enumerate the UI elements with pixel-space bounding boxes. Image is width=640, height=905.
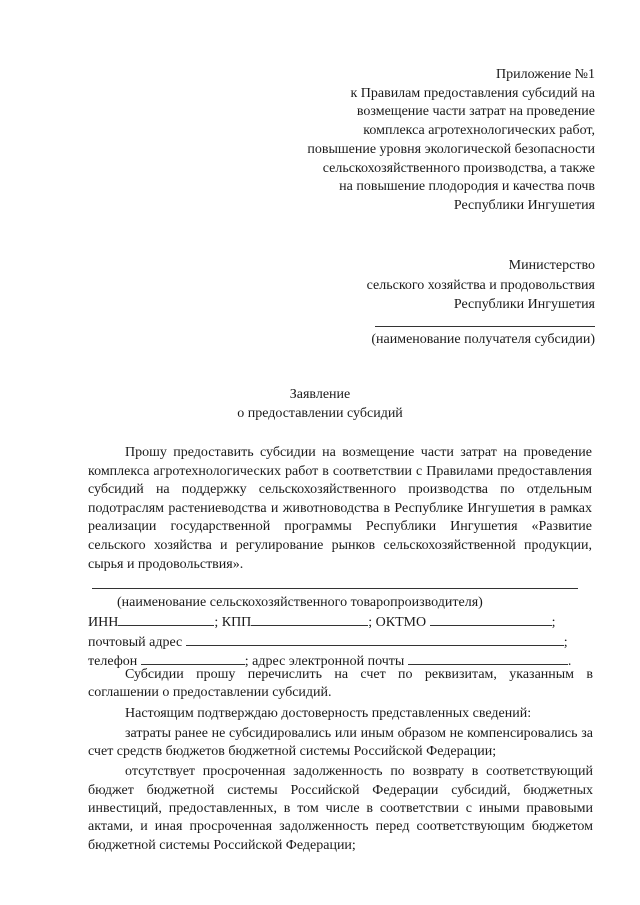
oktmo-label: ; ОКТМО xyxy=(368,615,427,630)
oktmo-blank[interactable] xyxy=(430,612,552,626)
addressee-block xyxy=(265,256,595,315)
addressee-line: Министерство xyxy=(508,258,595,273)
confirmation-section xyxy=(88,666,593,857)
no-debt-paragraph: отсутствует просроченная задолженность по возврату в соответствующий бюджет бюджетной системы Российской Федерации субсидий, бюджетных инвестиций, предоставленных, в том числе в соответствии с иными правовыми актами, и иная просроченная задолженность перед соответствующим бюджетом бюджетной системы Российской Федерации; xyxy=(88,764,593,853)
email-label: ; адрес электронной почты xyxy=(244,654,405,669)
inn-blank[interactable] xyxy=(118,612,214,626)
row-end-period: . xyxy=(567,654,572,669)
postal-address-row xyxy=(88,632,588,652)
addressee-line: сельского хозяйства и продовольствия xyxy=(366,277,595,293)
applicant-blank-line xyxy=(92,588,578,589)
phone-blank[interactable] xyxy=(141,651,245,665)
inn-label: ИНН xyxy=(88,615,119,630)
row-end-semicolon: ; xyxy=(551,615,556,630)
email-blank[interactable] xyxy=(408,651,568,665)
appendix-line: Приложение №1 xyxy=(496,67,595,82)
inn-kpp-oktmo-row xyxy=(88,612,588,632)
kpp-label: ; КПП xyxy=(214,615,252,630)
transfer-paragraph: Субсидии прошу перечислить на счет по реквизитам, указанным в соглашении о предоставлении субсидий. xyxy=(88,667,593,701)
postal-label: почтовый адрес xyxy=(88,635,183,650)
appendix-line: повышение уровня экологической безопасности xyxy=(307,141,595,157)
appendix-line: к Правилам предоставления субсидий на xyxy=(350,85,595,101)
document-title xyxy=(0,385,640,423)
no-compensation-paragraph: затраты ранее не субсидировались или иным образом не компенсировались за счет средств бюджетов бюджетной системы Российской Федерации; xyxy=(88,725,593,760)
title-line-1: Заявление xyxy=(289,387,351,402)
appendix-line: Республики Ингушетия xyxy=(453,197,595,213)
postal-blank[interactable] xyxy=(186,632,564,646)
postal-end-semicolon: ; xyxy=(563,635,568,650)
request-paragraph: Прошу предоставить субсидии на возмещение части затрат на проведение комплекса агротехнологических работ в соответствии с Правилами предоставления субсидий на поддержку сельскохозяйственного производства по отдельным подотраслям растениеводства и животноводства в Республике Ингушетия в рамках реализации государственной программы Республики Ингушетия «Развитие сельского хозяйства и регулирование рынков сельскохозяйственной продукции, сырья и продовольствия». xyxy=(88,445,592,572)
appendix-line: сельскохозяйственного производства, а также xyxy=(322,160,595,176)
appendix-line: возмещение части затрат на проведение xyxy=(356,104,595,120)
appendix-line: на повышение плодородия и качества почв xyxy=(339,179,595,195)
addressee-line: Республики Ингушетия xyxy=(453,297,595,312)
kpp-blank[interactable] xyxy=(251,612,368,626)
phone-label: телефон xyxy=(88,654,138,669)
appendix-header xyxy=(265,66,595,216)
confirm-paragraph: Настоящим подтверждаю достоверность представленных сведений: xyxy=(125,705,532,721)
title-line-2: о предоставлении субсидий xyxy=(237,406,403,421)
recipient-caption: (наименование получателя субсидии) xyxy=(371,332,595,347)
recipient-blank-line xyxy=(375,326,595,327)
appendix-line: комплекса агротехнологических работ, xyxy=(363,123,595,139)
request-body xyxy=(88,444,592,574)
applicant-caption: (наименование сельскохозяйственного товаропроизводителя) xyxy=(117,595,483,610)
